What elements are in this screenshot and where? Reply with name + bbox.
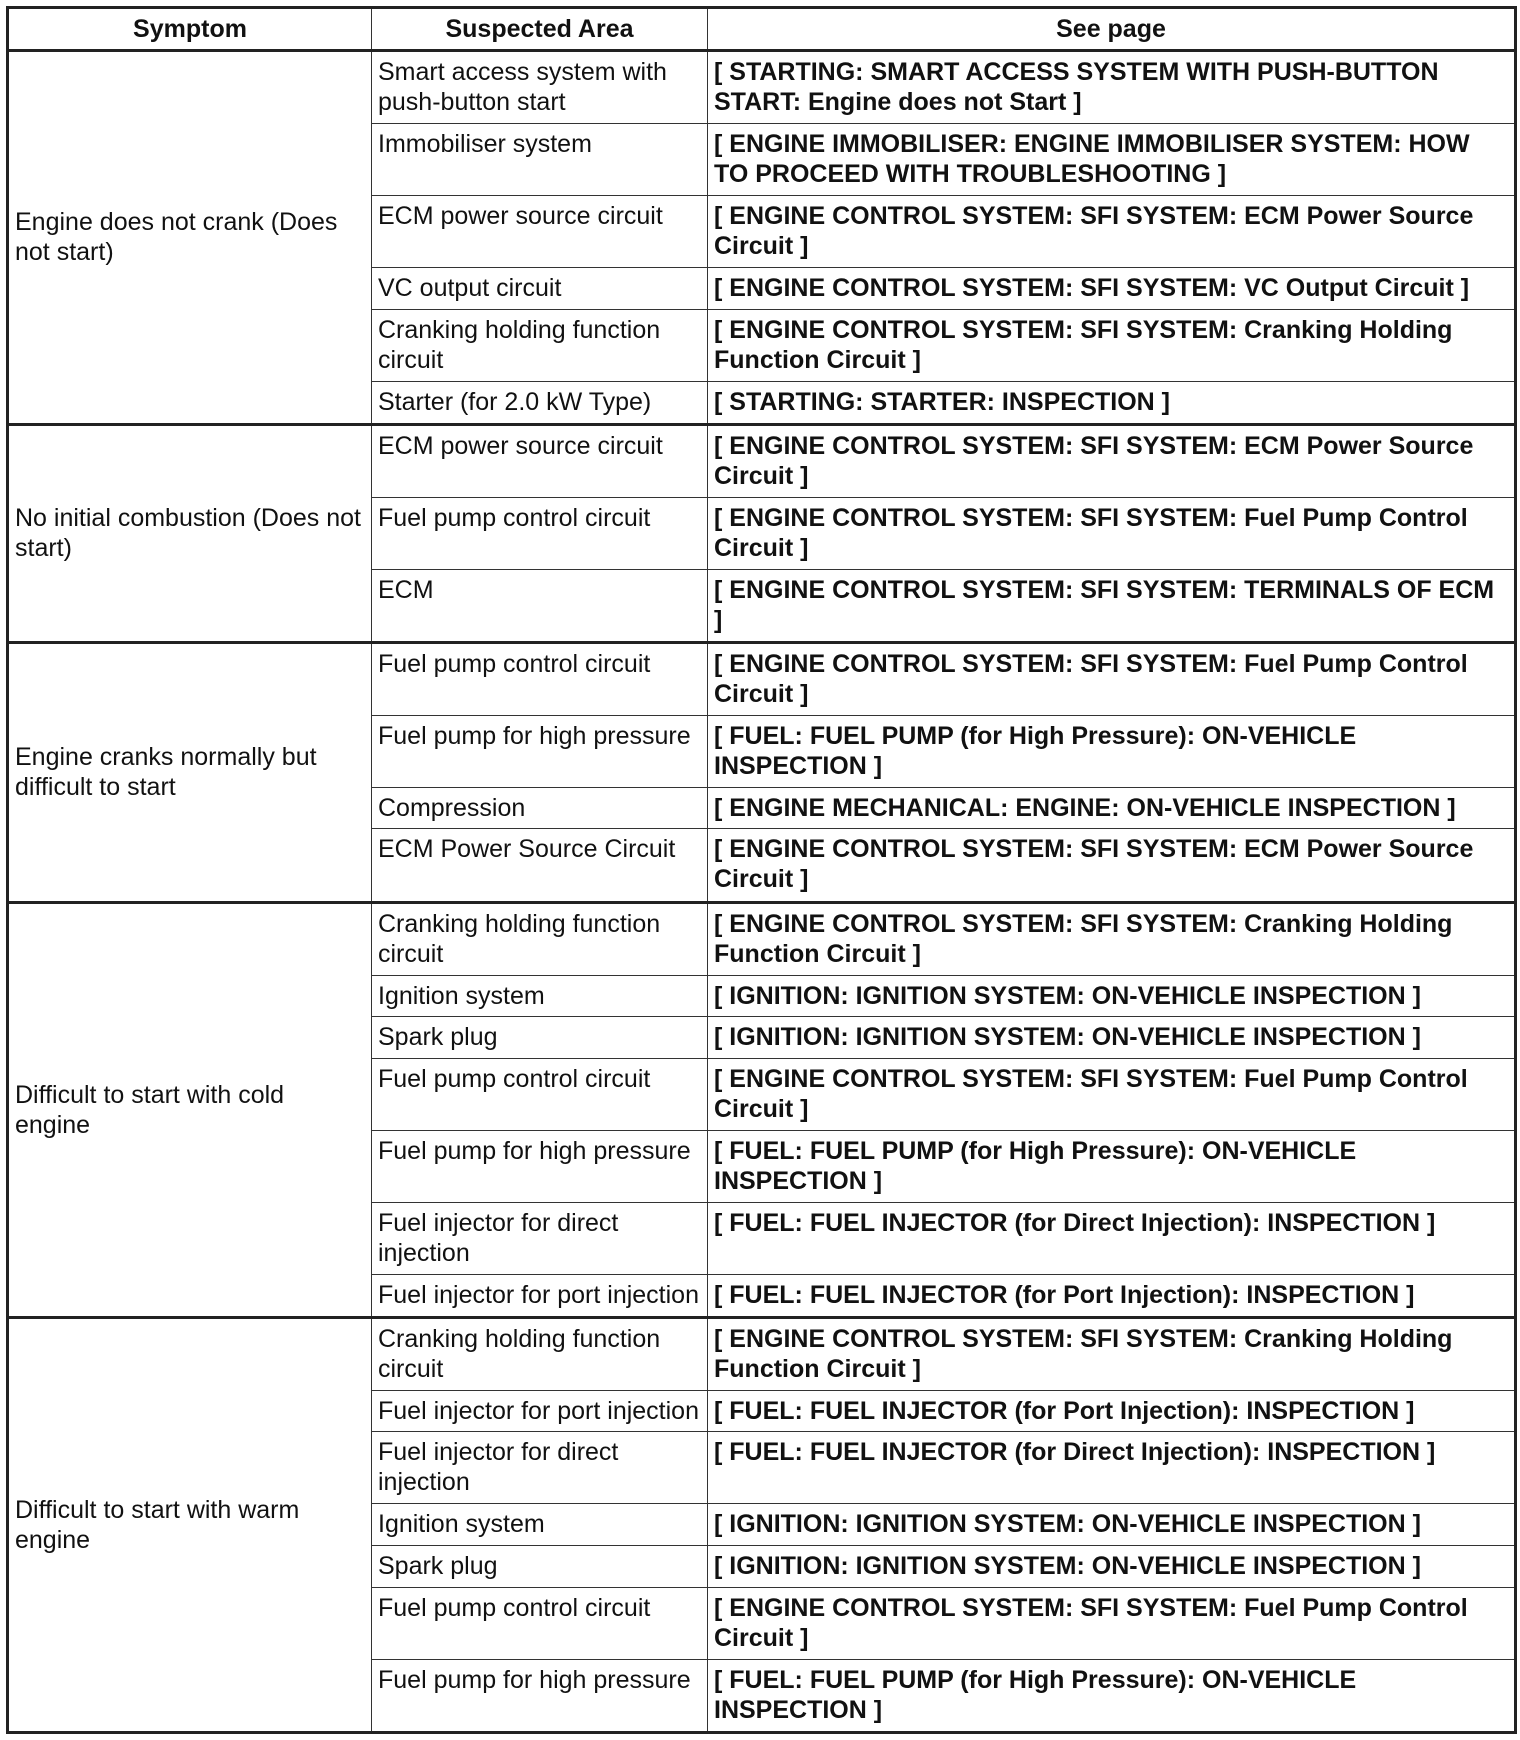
- header-symptom: Symptom: [8, 8, 372, 51]
- suspected-area-cell: Fuel pump for high pressure: [372, 715, 708, 787]
- symptom-cell: Difficult to start with cold engine: [8, 902, 372, 1317]
- suspected-area-cell: Fuel injector for direct injection: [372, 1202, 708, 1274]
- suspected-area-cell: Compression: [372, 787, 708, 829]
- suspected-area-cell: Immobiliser system: [372, 124, 708, 196]
- see-page-reference: [ FUEL: FUEL INJECTOR (for Direct Injection): INSPECTION ]: [708, 1432, 1516, 1504]
- see-page-reference: [ ENGINE IMMOBILISER: ENGINE IMMOBILISER SYSTEM: HOW TO PROCEED WITH TROUBLESHOOTING ]: [708, 124, 1516, 196]
- symptom-cell: No initial combustion (Does not start): [8, 424, 372, 642]
- see-page-reference: [ ENGINE CONTROL SYSTEM: SFI SYSTEM: ECM Power Source Circuit ]: [708, 829, 1516, 902]
- see-page-reference: [ ENGINE CONTROL SYSTEM: SFI SYSTEM: Cranking Holding Function Circuit ]: [708, 902, 1516, 975]
- header-row: [8, 8, 1516, 51]
- suspected-area-cell: Fuel injector for port injection: [372, 1390, 708, 1432]
- symptom-cell: Engine cranks normally but difficult to start: [8, 642, 372, 902]
- suspected-area-cell: Smart access system with push-button start: [372, 51, 708, 124]
- see-page-reference: [ ENGINE CONTROL SYSTEM: SFI SYSTEM: ECM Power Source Circuit ]: [708, 424, 1516, 497]
- see-page-reference: [ FUEL: FUEL PUMP (for High Pressure): ON-VEHICLE INSPECTION ]: [708, 1130, 1516, 1202]
- symptom-cell: Difficult to start with warm engine: [8, 1317, 372, 1732]
- suspected-area-cell: ECM: [372, 569, 708, 642]
- suspected-area-cell: Cranking holding function circuit: [372, 902, 708, 975]
- suspected-area-cell: ECM power source circuit: [372, 424, 708, 497]
- suspected-area-cell: Ignition system: [372, 975, 708, 1017]
- see-page-reference: [ STARTING: SMART ACCESS SYSTEM WITH PUSH-BUTTON START: Engine does not Start ]: [708, 51, 1516, 124]
- troubleshooting-table-container: [6, 6, 1514, 1734]
- suspected-area-cell: Cranking holding function circuit: [372, 1317, 708, 1390]
- see-page-reference: [ ENGINE CONTROL SYSTEM: SFI SYSTEM: Cranking Holding Function Circuit ]: [708, 1317, 1516, 1390]
- suspected-area-cell: Fuel pump control circuit: [372, 642, 708, 715]
- see-page-reference: [ ENGINE CONTROL SYSTEM: SFI SYSTEM: VC Output Circuit ]: [708, 268, 1516, 310]
- suspected-area-cell: Fuel pump control circuit: [372, 1587, 708, 1659]
- see-page-reference: [ FUEL: FUEL INJECTOR (for Port Injection): INSPECTION ]: [708, 1275, 1516, 1318]
- see-page-reference: [ ENGINE CONTROL SYSTEM: SFI SYSTEM: Fuel Pump Control Circuit ]: [708, 1058, 1516, 1130]
- suspected-area-cell: Fuel pump control circuit: [372, 1058, 708, 1130]
- see-page-reference: [ IGNITION: IGNITION SYSTEM: ON-VEHICLE INSPECTION ]: [708, 975, 1516, 1017]
- symptom-table: [6, 6, 1517, 1734]
- see-page-reference: [ IGNITION: IGNITION SYSTEM: ON-VEHICLE INSPECTION ]: [708, 1504, 1516, 1546]
- see-page-reference: [ ENGINE CONTROL SYSTEM: SFI SYSTEM: TERMINALS OF ECM ]: [708, 569, 1516, 642]
- suspected-area-cell: ECM power source circuit: [372, 196, 708, 268]
- see-page-reference: [ IGNITION: IGNITION SYSTEM: ON-VEHICLE INSPECTION ]: [708, 1017, 1516, 1059]
- see-page-reference: [ ENGINE CONTROL SYSTEM: SFI SYSTEM: Fuel Pump Control Circuit ]: [708, 1587, 1516, 1659]
- symptom-cell: Engine does not crank (Does not start): [8, 51, 372, 425]
- see-page-reference: [ IGNITION: IGNITION SYSTEM: ON-VEHICLE INSPECTION ]: [708, 1546, 1516, 1588]
- see-page-reference: [ ENGINE CONTROL SYSTEM: SFI SYSTEM: ECM Power Source Circuit ]: [708, 196, 1516, 268]
- suspected-area-cell: Ignition system: [372, 1504, 708, 1546]
- table-body: [8, 51, 1516, 1733]
- see-page-reference: [ ENGINE CONTROL SYSTEM: SFI SYSTEM: Cranking Holding Function Circuit ]: [708, 309, 1516, 381]
- suspected-area-cell: Fuel pump control circuit: [372, 497, 708, 569]
- see-page-reference: [ FUEL: FUEL PUMP (for High Pressure): ON-VEHICLE INSPECTION ]: [708, 1659, 1516, 1732]
- suspected-area-cell: Starter (for 2.0 kW Type): [372, 381, 708, 424]
- suspected-area-cell: Cranking holding function circuit: [372, 309, 708, 381]
- suspected-area-cell: Fuel injector for port injection: [372, 1275, 708, 1318]
- header-suspected-area: Suspected Area: [372, 8, 708, 51]
- see-page-reference: [ ENGINE MECHANICAL: ENGINE: ON-VEHICLE INSPECTION ]: [708, 787, 1516, 829]
- suspected-area-cell: Spark plug: [372, 1017, 708, 1059]
- table-row: [8, 642, 1516, 715]
- suspected-area-cell: Spark plug: [372, 1546, 708, 1588]
- suspected-area-cell: Fuel pump for high pressure: [372, 1130, 708, 1202]
- header-see-page: See page: [708, 8, 1516, 51]
- suspected-area-cell: Fuel pump for high pressure: [372, 1659, 708, 1732]
- table-row: [8, 51, 1516, 124]
- see-page-reference: [ FUEL: FUEL PUMP (for High Pressure): ON-VEHICLE INSPECTION ]: [708, 715, 1516, 787]
- table-row: [8, 1317, 1516, 1390]
- see-page-reference: [ FUEL: FUEL INJECTOR (for Direct Injection): INSPECTION ]: [708, 1202, 1516, 1274]
- see-page-reference: [ ENGINE CONTROL SYSTEM: SFI SYSTEM: Fuel Pump Control Circuit ]: [708, 642, 1516, 715]
- suspected-area-cell: VC output circuit: [372, 268, 708, 310]
- see-page-reference: [ FUEL: FUEL INJECTOR (for Port Injection): INSPECTION ]: [708, 1390, 1516, 1432]
- see-page-reference: [ STARTING: STARTER: INSPECTION ]: [708, 381, 1516, 424]
- table-row: [8, 424, 1516, 497]
- table-row: [8, 902, 1516, 975]
- suspected-area-cell: ECM Power Source Circuit: [372, 829, 708, 902]
- suspected-area-cell: Fuel injector for direct injection: [372, 1432, 708, 1504]
- see-page-reference: [ ENGINE CONTROL SYSTEM: SFI SYSTEM: Fuel Pump Control Circuit ]: [708, 497, 1516, 569]
